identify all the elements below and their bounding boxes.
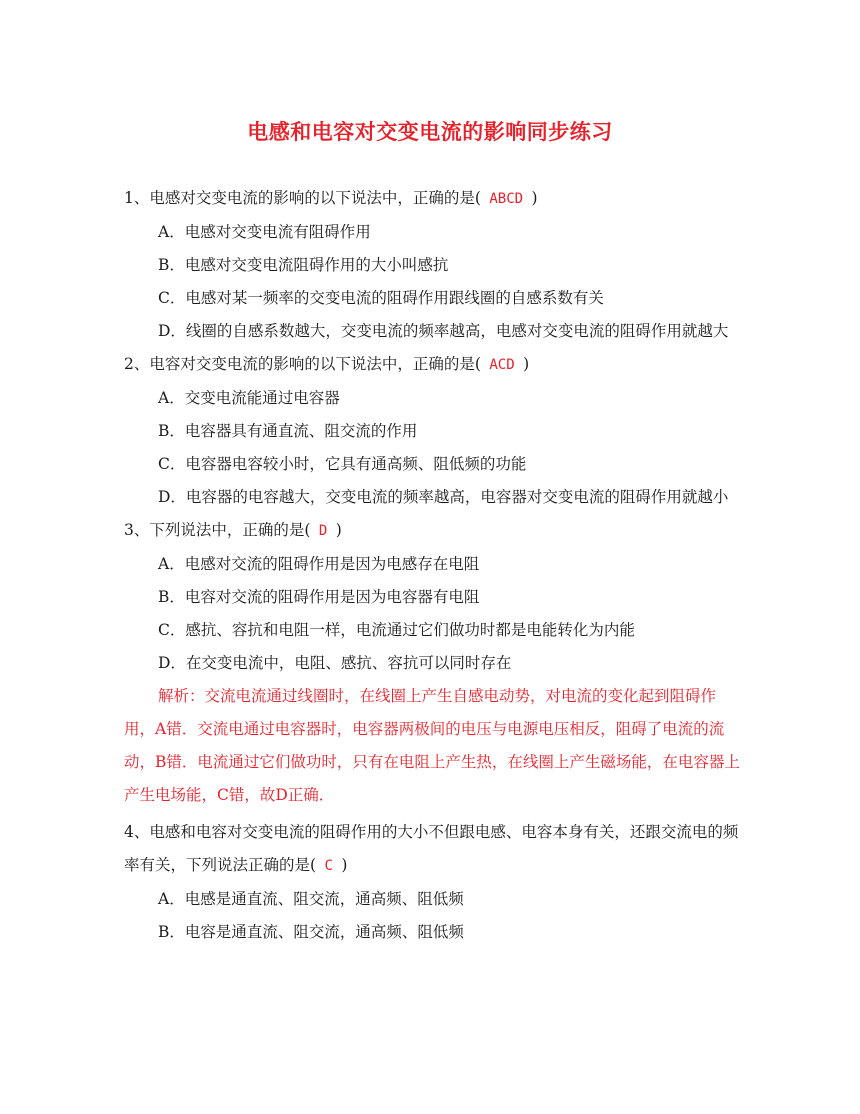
stem-close: ) [523,355,530,373]
stem-text: 1、电感对交变电流的影响的以下说法中，正确的是( [124,189,481,207]
analysis-text: 解析：交流电流通过线圈时，在线圈上产生自感电动势，对电流的变化起到阻碍作用，A错．交流电通过电容器时，电容器两极间的电压与电源电压相反，阻碍了电流的流动，B错．电流通过它们做功时，只有在电阻上产生热，在线圈上产生磁场能，在电容器上产生电场能，C错，故D正确． [124,687,740,804]
option-c: C．电容器电容较小时，它具有通高频、阻低频的功能 [158,455,527,473]
option-b: B．电容器具有通直流、阻交流的作用 [158,422,418,440]
option-a: A．电感对交流的阻碍作用是因为电感存在电阻 [158,555,480,573]
stem-text: 3、下列说法中，正确的是( [124,521,311,539]
option-b: B．电容对交流的阻碍作用是因为电容器有电阻 [158,588,480,606]
stem-close: ) [335,521,342,539]
option-c: C．感抗、容抗和电阻一样，电流通过它们做功时都是电能转化为内能 [158,621,635,639]
option-c: C．电感对某一频率的交变电流的阻碍作用跟线圈的自感系数有关 [158,289,604,307]
option-a: A．交变电流能通过电容器 [158,389,340,407]
option-a: A．电感对交变电流有阻碍作用 [158,223,371,241]
document-title: 电感和电容对交变电流的影响同步练习 [247,119,613,144]
answer-text: C [316,858,342,874]
stem-close: ) [531,189,538,207]
option-b: B．电容是通直流、阻交流，通高频、阻低频 [158,923,464,941]
stem-text: 4、电感和电容对交变电流的阻碍作用的大小不但跟电感、电容本身有关，还跟交流电的频率有关，下列说法正确的是( [124,823,739,874]
question-stem [124,182,740,216]
question-stem [124,348,740,382]
answer-text: D [310,523,336,539]
option-d: D．在交变电流中，电阻、感抗、容抗可以同时存在 [158,654,512,672]
stem-close: ) [341,856,348,874]
stem-text: 2、电容对交变电流的影响的以下说法中，正确的是( [124,355,481,373]
question-3 [124,514,740,816]
document-body [124,182,740,949]
answer-text: ABCD [480,191,532,207]
question-4 [124,816,740,949]
option-d: D．电容器的电容越大，交变电流的频率越高，电容器对交变电流的阻碍作用就越小 [158,488,729,506]
question-1 [124,182,740,348]
question-2 [124,348,740,514]
option-d: D．线圈的自感系数越大，交变电流的频率越高，电感对交变电流的阻碍作用就越大 [158,322,729,340]
option-b: B．电感对交变电流阻碍作用的大小叫感抗 [158,256,449,274]
answer-text: ACD [480,357,524,373]
option-a: A．电感是通直流、阻交流，通高频、阻低频 [158,890,464,908]
question-stem [124,816,740,883]
question-stem [124,514,740,548]
